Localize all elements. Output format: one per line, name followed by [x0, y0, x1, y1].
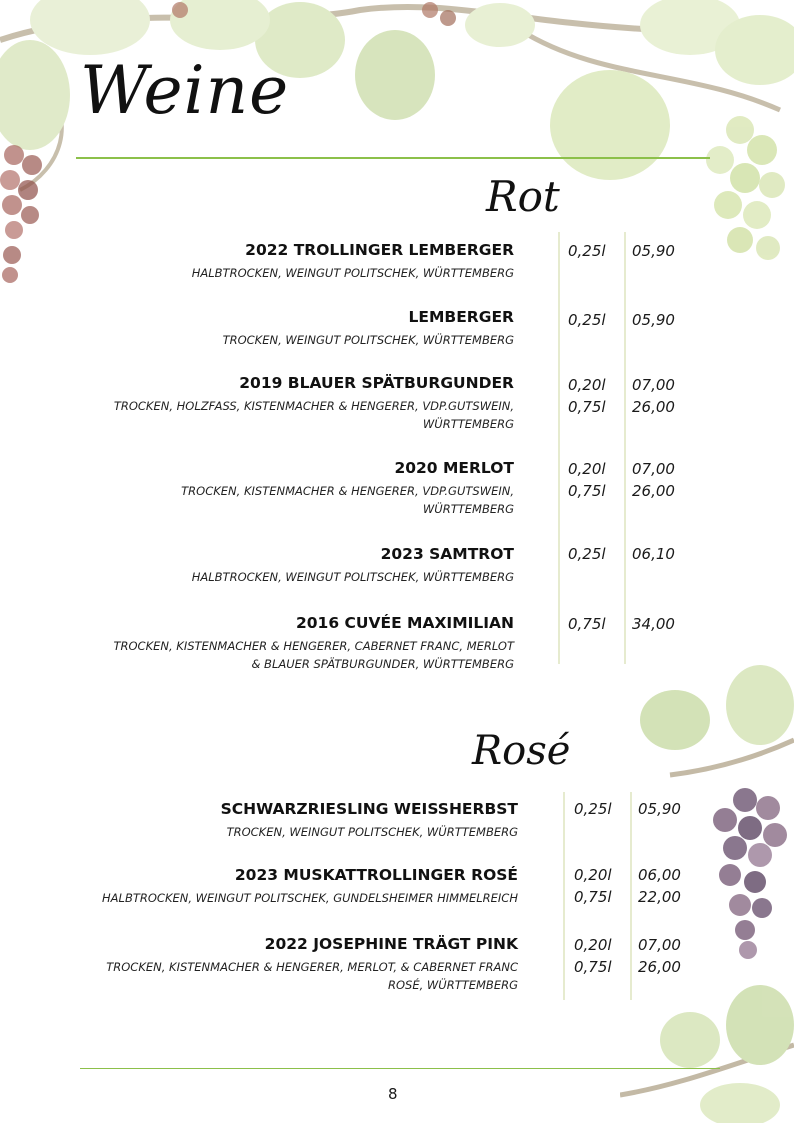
column-divider: [624, 232, 626, 664]
wine-description: TROCKEN, KISTENMACHER & HENGERER, VDP.GUTSWEIN, WÜRTTEMBERG: [181, 484, 514, 516]
wine-size: 0,20l 0,75l: [568, 460, 606, 500]
wine-description: TROCKEN, KISTENMACHER & HENGERER, MERLOT, & CABERNET FRANC ROSÉ, WÜRTTEMBERG: [106, 960, 518, 992]
wine-entry: [38, 865, 518, 907]
page-title: Weine: [80, 52, 290, 129]
wine-name: 2022 TROLLINGER LEMBERGER: [245, 241, 514, 259]
wine-price: 06,00 22,00: [638, 866, 681, 906]
wine-price: 06,10: [632, 545, 675, 563]
wine-size: 0,20l 0,75l: [574, 866, 612, 906]
wine-price: 05,90: [638, 800, 681, 818]
wine-size: 0,20l 0,75l: [574, 936, 612, 976]
wine-description: TROCKEN, WEINGUT POLITSCHEK, WÜRTTEMBERG: [226, 825, 518, 839]
column-divider: [558, 232, 560, 664]
section-title-rot: Rot: [486, 172, 560, 221]
wine-name: 2016 CUVÉE MAXIMILIAN: [295, 614, 514, 632]
wine-entry: [44, 458, 514, 518]
wine-price: 07,00 26,00: [632, 376, 675, 416]
wine-price: 05,90: [632, 311, 675, 329]
wine-description: HALBTROCKEN, WEINGUT POLITSCHEK, WÜRTTEMBERG: [191, 266, 514, 280]
column-divider: [563, 792, 565, 1000]
wine-entry: [44, 373, 514, 433]
section-title-rose: Rosé: [472, 728, 571, 774]
column-divider: [630, 792, 632, 1000]
wine-entry: [38, 934, 518, 994]
wine-size: 0,75l: [568, 615, 606, 633]
wine-name: 2019 BLAUER SPÄTBURGUNDER: [239, 374, 514, 392]
wine-entry: [38, 799, 518, 841]
wine-entry: [44, 307, 514, 349]
wine-name: 2023 MUSKATTROLLINGER ROSÉ: [234, 866, 518, 884]
wine-size: 0,20l 0,75l: [568, 376, 606, 416]
wine-description: TROCKEN, HOLZFASS, KISTENMACHER & HENGERER, VDP.GUTSWEIN, WÜRTTEMBERG: [113, 399, 514, 431]
wine-name: SCHWARZRIESLING WEISSHERBST: [220, 800, 518, 818]
wine-description: HALBTROCKEN, WEINGUT POLITSCHEK, GUNDELSHEIMER HIMMELREICH: [102, 891, 518, 905]
wine-size: 0,25l: [568, 242, 606, 260]
wine-price: 34,00: [632, 615, 675, 633]
wine-entry: [44, 613, 514, 673]
wine-entry: [44, 544, 514, 586]
wine-size: 0,25l: [568, 545, 606, 563]
wine-name: 2022 JOSEPHINE TRÄGT PINK: [264, 935, 518, 953]
wine-name: 2023 SAMTROT: [380, 545, 514, 563]
wine-size: 0,25l: [568, 311, 606, 329]
wine-size: 0,25l: [574, 800, 612, 818]
wine-entry: [44, 240, 514, 282]
header-divider: [76, 157, 710, 159]
wine-description: HALBTROCKEN, WEINGUT POLITSCHEK, WÜRTTEMBERG: [191, 570, 514, 584]
page-number: 8: [388, 1085, 398, 1103]
wine-price: 07,00 26,00: [638, 936, 681, 976]
vine-leaves-bottom-illustration: [620, 985, 794, 1123]
wine-description: TROCKEN, KISTENMACHER & HENGERER, CABERNET FRANC, MERLOT & BLAUER SPÄTBURGUNDER, WÜRTTEMBERG: [113, 639, 514, 671]
wine-price: 05,90: [632, 242, 675, 260]
wine-name: 2020 MERLOT: [394, 459, 514, 477]
wine-description: TROCKEN, WEINGUT POLITSCHEK, WÜRTTEMBERG: [222, 333, 514, 347]
wine-price: 07,00 26,00: [632, 460, 675, 500]
wine-name: LEMBERGER: [408, 308, 514, 326]
footer-divider: [80, 1068, 720, 1069]
